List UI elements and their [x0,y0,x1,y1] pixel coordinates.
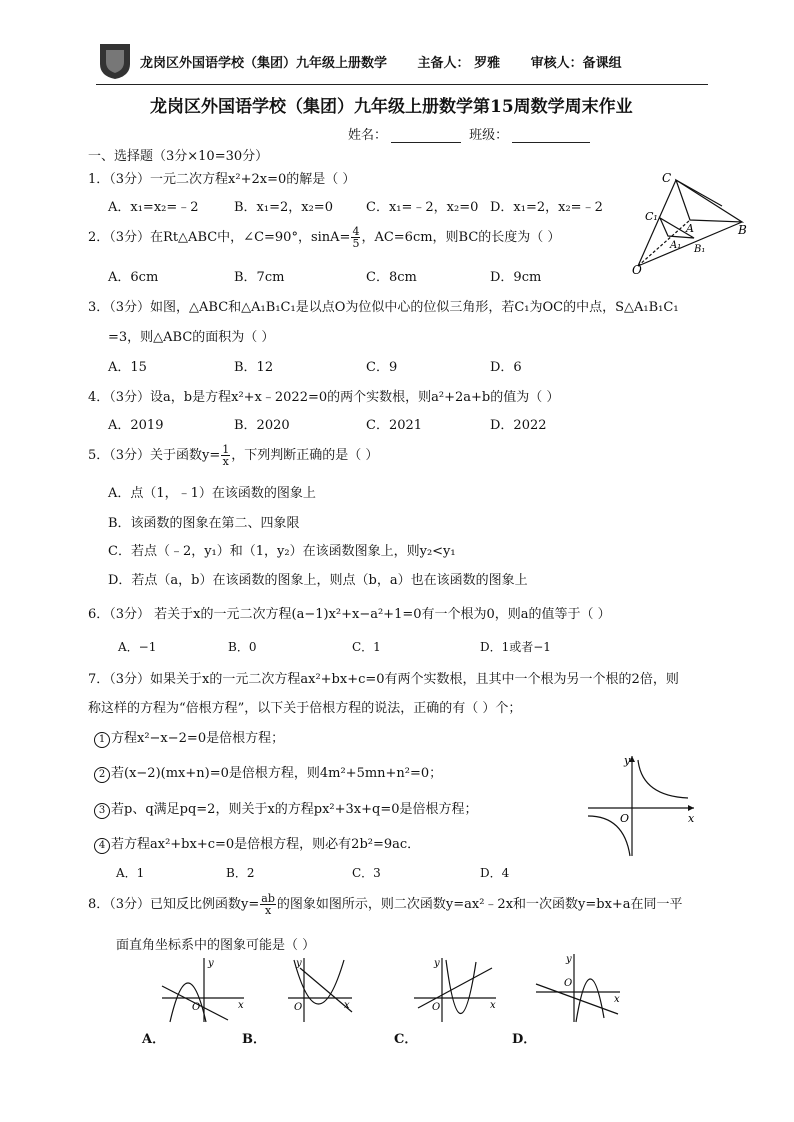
q5-stem-a: 5．（3分）关于函数y= [88,448,221,463]
q2-frac-den: 5 [352,237,360,250]
graph-a-y: y [208,958,214,969]
q7-statement-1-text: 方程x²−x−2=0是倍根方程； [111,731,285,746]
q5-stem [88,444,378,467]
q7-option-c[interactable]: C．3 [352,866,381,880]
q7-statement-2-text: 若(x−2)(mx+n)=0是倍根方程，则4m²+5mn+n²=0； [111,766,443,781]
q8-choice-d-graph[interactable] [534,952,624,1026]
q1-stem: 1．（3分）一元二次方程x²+2x=0的解是（ ） [88,172,356,187]
name-label: 姓名： [348,128,388,143]
q3-label-c1: C₁ [645,210,658,223]
q4-option-a[interactable]: A．2019 [108,418,164,433]
q4-stem: 4．（3分）设a，b是方程x²+x﹣2022=0的两个实数根，则a²+2a+b的值为（ ） [88,390,560,405]
q2-option-c[interactable]: C．8cm [366,270,417,285]
q8-stem-a-text: 8．（3分）已知反比例函数y= [88,897,260,912]
q3-label-a1: A₁ [670,240,682,251]
header-reviewer: 审核人：备课组 [530,56,622,71]
q2-stem [88,226,560,249]
graph-b-o: O [294,1002,303,1013]
page-header [140,52,648,71]
q3-option-d[interactable]: D．6 [490,360,522,375]
q5-fraction [221,444,230,467]
q8-choice-c-graph[interactable] [412,956,498,1026]
graph-b-y: y [296,958,302,969]
circled-number-icon: 4 [94,838,110,854]
q7-option-b[interactable]: B．2 [226,866,255,880]
q4-option-d[interactable]: D．2022 [490,418,547,433]
class-label: 班级： [469,128,509,143]
graph-b-x: x [344,1000,350,1011]
q2-stem-a: 2．（3分）在Rt△ABC中，∠C=90°，sinA= [88,230,351,245]
q3-label-b1: B₁ [694,244,706,255]
circled-number-icon: 1 [94,732,110,748]
q8-frac-den: x [264,904,272,917]
circled-number-icon: 2 [94,767,110,783]
q8-stem-a [88,893,683,916]
q3-stem-a: 3．（3分）如图，△ABC和△A₁B₁C₁是以点O为位似中心的位似三角形，若C₁为OC的中点，S△A₁B₁C₁ [88,300,679,315]
q8-choice-b-graph[interactable] [286,956,356,1026]
graph-d-y: y [566,954,572,965]
q8-axis-x: x [688,812,695,825]
q6-option-d[interactable]: D．1或者−1 [480,640,551,654]
q8-choice-a-graph[interactable] [160,956,246,1026]
q6-option-a[interactable]: A．−1 [118,640,157,654]
q5-option-c[interactable]: C．若点（﹣2，y₁）和（1，y₂）在该函数图象上，则y₂<y₁ [108,544,456,559]
q3-option-a[interactable]: A．15 [108,360,147,375]
q7-statement-3 [94,798,478,819]
q7-statement-4 [94,833,420,854]
q8-fraction [260,893,276,916]
q7-statement-2 [94,762,442,783]
graph-d-x: x [614,994,620,1005]
graph-a-x: x [238,1000,244,1011]
q8-hyperbola-graph [588,752,698,860]
q7-stem-a: 7．（3分）如果关于x的一元二次方程ax²+bx+c=0有两个实数根，且其中一个根为另一个根的2倍，则 [88,672,679,687]
q7-option-a[interactable]: A．1 [116,866,145,880]
q7-statement-4-text: 若方程ax²+bx+c=0是倍根方程，则必有2b²=9ac． [111,837,421,852]
q3-option-c[interactable]: C．9 [366,360,398,375]
q5-frac-num: 1 [222,443,230,456]
q1-option-d[interactable]: D．x₁=2，x₂=﹣2 [490,200,603,215]
q5-option-a[interactable]: A．点（1，﹣1）在该函数的图象上 [108,486,316,501]
name-field[interactable] [391,130,461,143]
graph-d-o: O [564,978,573,989]
q2-frac-num: 4 [352,225,360,238]
q2-option-b[interactable]: B．7cm [234,270,285,285]
student-info [348,124,594,143]
q8-stem-b: 的图象如图所示，则二次函数y=ax²﹣2x和一次函数y=bx+a在同一平 [276,897,683,912]
q8-stem-c: 面直角坐标系中的图象可能是（ ） [116,938,316,953]
class-field[interactable] [512,130,590,143]
q7-statement-1 [94,727,284,748]
q2-option-d[interactable]: D．9cm [490,270,542,285]
q8-axis-y: y [624,754,631,767]
q5-option-d[interactable]: D．若点（a，b）在该函数的图象上，则点（b，a）也在该函数的图象上 [108,573,528,588]
q7-statement-3-text: 若p、q满足pq=2，则关于x的方程px²+3x+q=0是倍根方程； [111,802,478,817]
q2-option-a[interactable]: A．6cm [108,270,159,285]
q3-option-b[interactable]: B．12 [234,360,274,375]
q5-option-b[interactable]: B．该函数的图象在第二、四象限 [108,516,300,531]
q8-choice-d-label[interactable]: D． [512,1032,537,1047]
q5-frac-den: x [222,455,229,468]
q8-choice-b-label[interactable]: B． [242,1032,266,1047]
graph-c-x: x [490,1000,496,1011]
q6-option-b[interactable]: B．0 [228,640,257,654]
q3-stem-b: =3，则△ABC的面积为（ ） [108,330,275,345]
school-logo-icon [98,42,132,80]
q1-option-a[interactable]: A．x₁=x₂=﹣2 [108,200,199,215]
q1-option-b[interactable]: B．x₁=2，x₂=0 [234,200,333,215]
header-preparer: 主备人： 罗雅 [417,56,501,71]
q6-stem: 6．（3分） 若关于x的一元二次方程(a−1)x²+x−a²+1=0有一个根为0，则a的值等于（ ） [88,607,611,622]
q3-label-a: A [686,222,694,235]
q8-choice-c-label[interactable]: C． [394,1032,418,1047]
graph-c-y: y [434,958,440,969]
header-rule [96,84,708,85]
q4-option-b[interactable]: B．2020 [234,418,290,433]
q3-label-b: B [738,223,747,237]
q4-option-c[interactable]: C．2021 [366,418,423,433]
q5-stem-b: ，下列判断正确的是（ ） [231,448,379,463]
q3-label-o: O [632,263,642,277]
header-school: 龙岗区外国语学校（集团）九年级上册数学 [140,56,388,71]
section-heading: 一、选择题（3分×10=30分） [88,149,269,164]
page-title: 龙岗区外国语学校（集团）九年级上册数学第15周数学周末作业 [150,97,633,117]
q7-option-d[interactable]: D．4 [480,866,510,880]
q8-frac-num: ab [261,892,275,905]
q3-label-c: C [662,171,672,185]
q8-origin: O [620,812,630,825]
circled-number-icon: 3 [94,803,110,819]
q3-similar-triangles-figure [632,170,752,276]
q2-fraction [351,226,360,249]
q8-choice-a-label[interactable]: A． [142,1032,166,1047]
q2-stem-b: ，AC=6cm，则BC的长度为（ ） [361,230,561,245]
q6-option-c[interactable]: C．1 [352,640,381,654]
graph-c-o: O [432,1002,441,1013]
q1-option-c[interactable]: C．x₁=﹣2，x₂=0 [366,200,479,215]
graph-a-o: O [192,1002,201,1013]
q7-stem-b: 称这样的方程为“倍根方程”，以下关于倍根方程的说法，正确的有（ ）个； [88,701,522,716]
